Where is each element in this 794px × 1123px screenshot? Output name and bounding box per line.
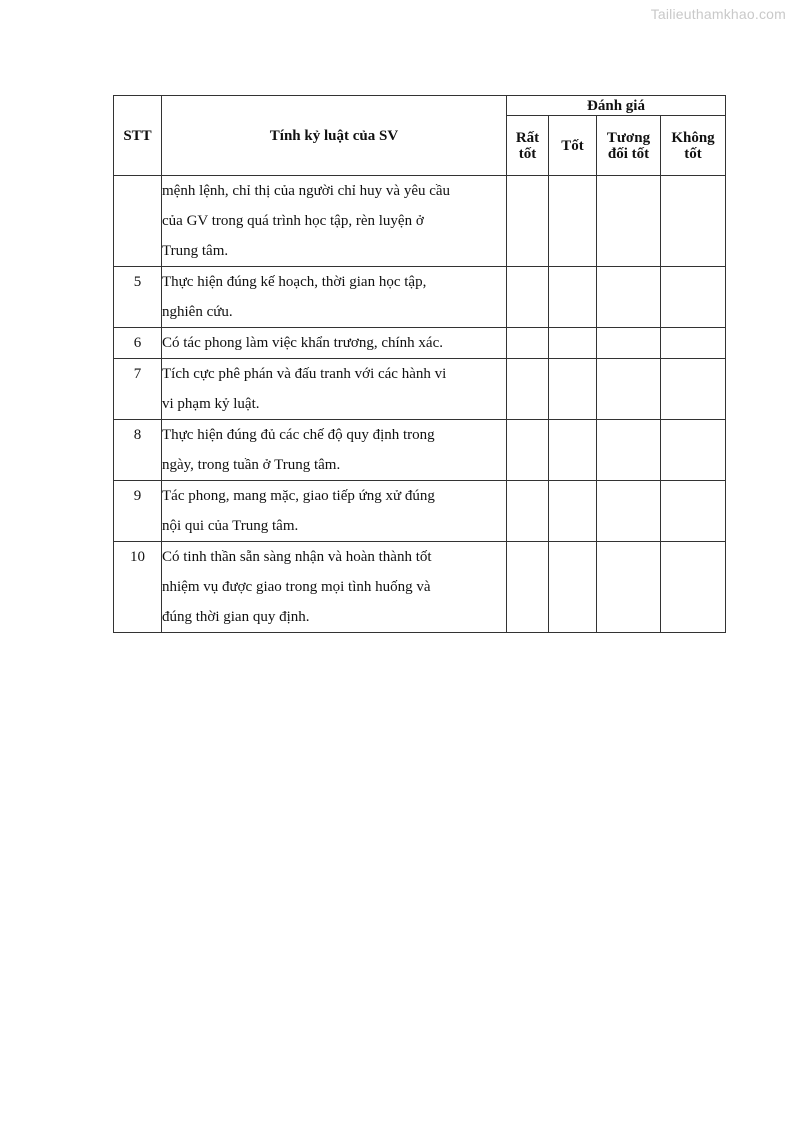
discipline-evaluation-table — [113, 95, 726, 633]
rating-cell-not-good — [661, 328, 726, 359]
criterion-line: nội qui của Trung tâm. — [162, 518, 299, 534]
row-number — [114, 176, 162, 267]
table-row — [114, 542, 726, 633]
table-body — [114, 176, 726, 633]
rating-cell-not-good — [661, 481, 726, 542]
criterion-line: Tác phong, mang mặc, giao tiếp ứng xử đúng — [162, 488, 435, 504]
table-row — [114, 176, 726, 267]
rating-cell-good — [549, 267, 597, 328]
header-good: Tốt — [549, 116, 597, 176]
row-criterion — [162, 328, 507, 359]
criterion-line: Thực hiện đúng đủ các chế độ quy định trong — [162, 427, 435, 443]
row-number: 9 — [114, 481, 162, 542]
table-row — [114, 481, 726, 542]
rating-cell-not-good — [661, 176, 726, 267]
criterion-line: của GV trong quá trình học tập, rèn luyện ở — [162, 213, 424, 229]
header-not-good: Không tốt — [661, 116, 726, 176]
criterion-line: đúng thời gian quy định. — [162, 609, 310, 625]
rating-cell-fairly-good — [597, 359, 661, 420]
row-number: 6 — [114, 328, 162, 359]
rating-cell-fairly-good — [597, 328, 661, 359]
rating-cell-good — [549, 481, 597, 542]
watermark: Tailieuthamkhao.com — [650, 6, 786, 22]
rating-cell-fairly-good — [597, 420, 661, 481]
header-very-good: Rất tốt — [507, 116, 549, 176]
criterion-line: Trung tâm. — [162, 243, 229, 259]
rating-cell-fairly-good — [597, 481, 661, 542]
row-number: 8 — [114, 420, 162, 481]
row-criterion — [162, 176, 507, 267]
row-number: 5 — [114, 267, 162, 328]
rating-cell-very-good — [507, 359, 549, 420]
criterion-line: mệnh lệnh, chỉ thị của người chỉ huy và yêu cầu — [162, 183, 451, 199]
table-row — [114, 267, 726, 328]
rating-cell-fairly-good — [597, 542, 661, 633]
row-number: 7 — [114, 359, 162, 420]
header-stt: STT — [114, 96, 162, 176]
rating-cell-very-good — [507, 542, 549, 633]
rating-cell-very-good — [507, 481, 549, 542]
criterion-line: nghiên cứu. — [162, 304, 233, 320]
criterion-line: ngày, trong tuần ở Trung tâm. — [162, 457, 341, 473]
header-fairly-good: Tương đối tốt — [597, 116, 661, 176]
rating-cell-very-good — [507, 328, 549, 359]
rating-cell-very-good — [507, 267, 549, 328]
criterion-line: nhiệm vụ được giao trong mọi tình huống và — [162, 579, 431, 595]
criterion-line: Có tác phong làm việc khẩn trương, chính xác. — [162, 335, 443, 351]
header-trait: Tính kỷ luật của SV — [162, 96, 507, 176]
rating-cell-fairly-good — [597, 176, 661, 267]
row-number: 10 — [114, 542, 162, 633]
table-row — [114, 328, 726, 359]
row-criterion — [162, 481, 507, 542]
rating-cell-fairly-good — [597, 267, 661, 328]
rating-cell-not-good — [661, 420, 726, 481]
rating-cell-very-good — [507, 176, 549, 267]
rating-cell-good — [549, 420, 597, 481]
row-criterion — [162, 420, 507, 481]
criterion-line: Tích cực phê phán và đấu tranh với các hành vi — [162, 366, 447, 382]
rating-cell-good — [549, 328, 597, 359]
rating-cell-not-good — [661, 542, 726, 633]
rating-cell-very-good — [507, 420, 549, 481]
row-criterion — [162, 542, 507, 633]
table-row — [114, 359, 726, 420]
criterion-line: Thực hiện đúng kế hoạch, thời gian học tập, — [162, 274, 427, 290]
header-evaluation: Đánh giá — [507, 96, 726, 116]
row-criterion — [162, 267, 507, 328]
criterion-line: vi phạm kỷ luật. — [162, 396, 260, 412]
criterion-line: Có tinh thần sẵn sàng nhận và hoàn thành tốt — [162, 549, 432, 565]
rating-cell-not-good — [661, 359, 726, 420]
table-row — [114, 420, 726, 481]
rating-cell-not-good — [661, 267, 726, 328]
row-criterion — [162, 359, 507, 420]
rating-cell-good — [549, 542, 597, 633]
rating-cell-good — [549, 359, 597, 420]
rating-cell-good — [549, 176, 597, 267]
